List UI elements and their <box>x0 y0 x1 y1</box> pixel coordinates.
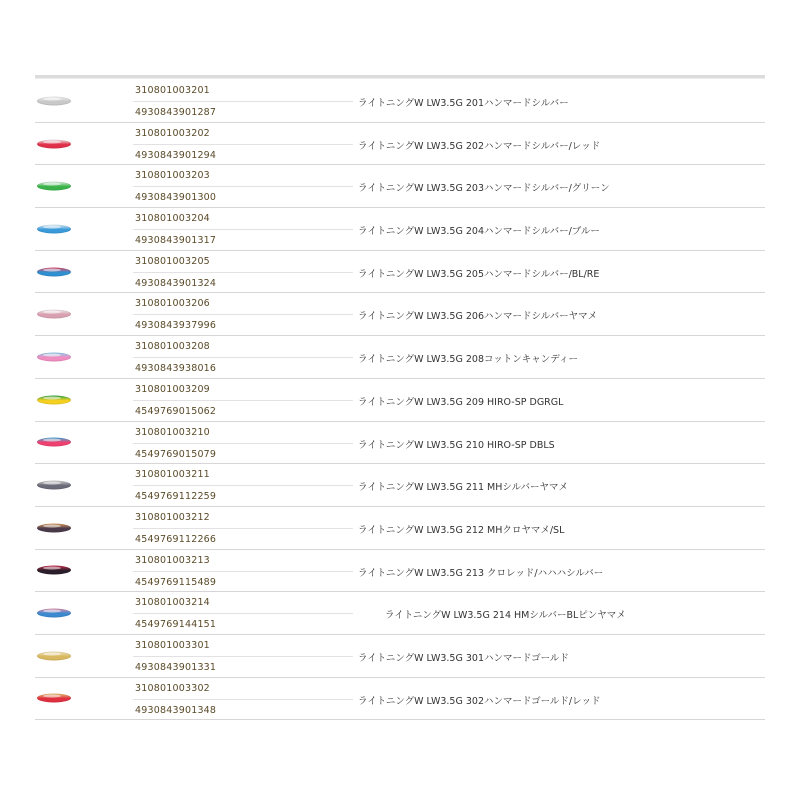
product-name: ライトニングW LW3.5G 210 HIRO-SP DBLS <box>358 439 555 451</box>
product-code: 310801003205 <box>135 255 210 267</box>
jan-code: 4930843938016 <box>135 363 217 375</box>
table-row <box>35 635 765 678</box>
product-name: ライトニングW LW3.5G 213 クロレッド/ハハハシルバー <box>358 567 604 579</box>
jan-code: 4930843901287 <box>135 107 217 118</box>
code-divider <box>133 314 353 315</box>
code-divider <box>133 699 353 700</box>
code-divider <box>133 144 353 145</box>
jan-code: 4930843901300 <box>135 192 217 204</box>
product-code: 310801003201 <box>135 85 210 96</box>
jan-code: 4930843901294 <box>135 149 217 161</box>
table-row <box>35 208 765 251</box>
code-divider <box>133 656 353 657</box>
table-row <box>35 80 765 123</box>
lure-color-swatch-icon <box>37 139 71 148</box>
product-code: 310801003210 <box>135 426 210 438</box>
code-divider <box>133 357 353 358</box>
product-name: ライトニングW LW3.5G 201ハンマードシルバー <box>358 98 569 109</box>
product-name: ライトニングW LW3.5G 302ハンマードゴールド/レッド <box>358 695 601 707</box>
jan-code: 4549769112266 <box>135 533 217 545</box>
jan-code: 4930843901324 <box>135 277 217 289</box>
product-name: ライトニングW LW3.5G 212 MHクロヤマメ/SL <box>358 524 565 536</box>
table-row <box>35 592 765 635</box>
lure-color-swatch-icon <box>37 651 71 660</box>
lure-color-swatch-icon <box>37 438 71 447</box>
product-code: 310801003202 <box>135 127 210 139</box>
code-divider <box>133 186 353 187</box>
jan-code: 4549769015079 <box>135 448 217 460</box>
product-name: ライトニングW LW3.5G 202ハンマードシルバー/レッド <box>358 140 601 152</box>
jan-code: 4549769144151 <box>135 619 217 631</box>
product-name: ライトニングW LW3.5G 301ハンマードゴールド <box>358 652 569 664</box>
lure-color-swatch-icon <box>37 481 71 490</box>
lure-color-swatch-icon <box>37 224 71 233</box>
lure-color-swatch-icon <box>37 96 71 105</box>
code-divider <box>133 101 353 102</box>
table-row <box>35 422 765 465</box>
lure-color-swatch-icon <box>37 694 71 703</box>
jan-code: 4930843901331 <box>135 661 217 673</box>
product-name: ライトニングW LW3.5G 211 MHシルバーヤマメ <box>358 482 568 494</box>
product-code: 310801003208 <box>135 341 210 353</box>
lure-color-swatch-icon <box>37 352 71 361</box>
jan-code: 4549769112259 <box>135 491 217 503</box>
lure-color-swatch-icon <box>37 267 71 276</box>
product-code: 310801003211 <box>135 469 210 481</box>
lure-color-swatch-icon <box>37 523 71 532</box>
jan-code: 4549769015062 <box>135 405 217 417</box>
product-code: 310801003209 <box>135 383 210 395</box>
jan-code: 4549769115489 <box>135 576 217 588</box>
table-top-border <box>35 75 765 79</box>
code-divider <box>133 485 353 486</box>
product-name: ライトニングW LW3.5G 214 HMシルバーBLピンヤマメ <box>385 610 626 622</box>
product-name: ライトニングW LW3.5G 208コットンキャンディー <box>358 354 579 366</box>
code-divider <box>133 400 353 401</box>
product-name: ライトニングW LW3.5G 203ハンマードシルバー/グリーン <box>358 183 610 195</box>
code-divider <box>133 272 353 273</box>
product-code: 310801003204 <box>135 213 210 225</box>
product-name: ライトニングW LW3.5G 205ハンマードシルバー/BL/RE <box>358 268 600 280</box>
product-name: ライトニングW LW3.5G 204ハンマードシルバー/ブルー <box>358 226 600 238</box>
lure-color-swatch-icon <box>37 310 71 319</box>
lure-color-swatch-icon <box>37 609 71 618</box>
product-code: 310801003213 <box>135 554 210 566</box>
table-row <box>35 251 765 294</box>
code-divider <box>133 443 353 444</box>
table-row <box>35 464 765 507</box>
jan-code: 4930843901317 <box>135 235 217 247</box>
jan-code: 4930843901348 <box>135 704 217 716</box>
product-code: 310801003214 <box>135 597 210 609</box>
table-row <box>35 336 765 379</box>
code-divider <box>133 229 353 230</box>
code-divider <box>133 613 353 614</box>
product-name: ライトニングW LW3.5G 209 HIRO-SP DGRGL <box>358 396 564 408</box>
product-name: ライトニングW LW3.5G 206ハンマードシルバーヤマメ <box>358 311 598 323</box>
jan-code: 4930843937996 <box>135 320 217 332</box>
table-row <box>35 293 765 336</box>
product-code: 310801003203 <box>135 170 210 182</box>
code-divider <box>133 571 353 572</box>
lure-color-swatch-icon <box>37 566 71 575</box>
product-code: 310801003301 <box>135 639 210 651</box>
table-row <box>35 507 765 550</box>
table-row <box>35 165 765 208</box>
table-row <box>35 678 765 721</box>
product-table <box>35 80 765 720</box>
product-code: 310801003212 <box>135 511 210 523</box>
table-row <box>35 123 765 166</box>
product-code: 310801003302 <box>135 682 210 694</box>
table-row <box>35 379 765 422</box>
lure-color-swatch-icon <box>37 395 71 404</box>
table-row <box>35 550 765 593</box>
code-divider <box>133 528 353 529</box>
product-code: 310801003206 <box>135 298 210 310</box>
lure-color-swatch-icon <box>37 182 71 191</box>
